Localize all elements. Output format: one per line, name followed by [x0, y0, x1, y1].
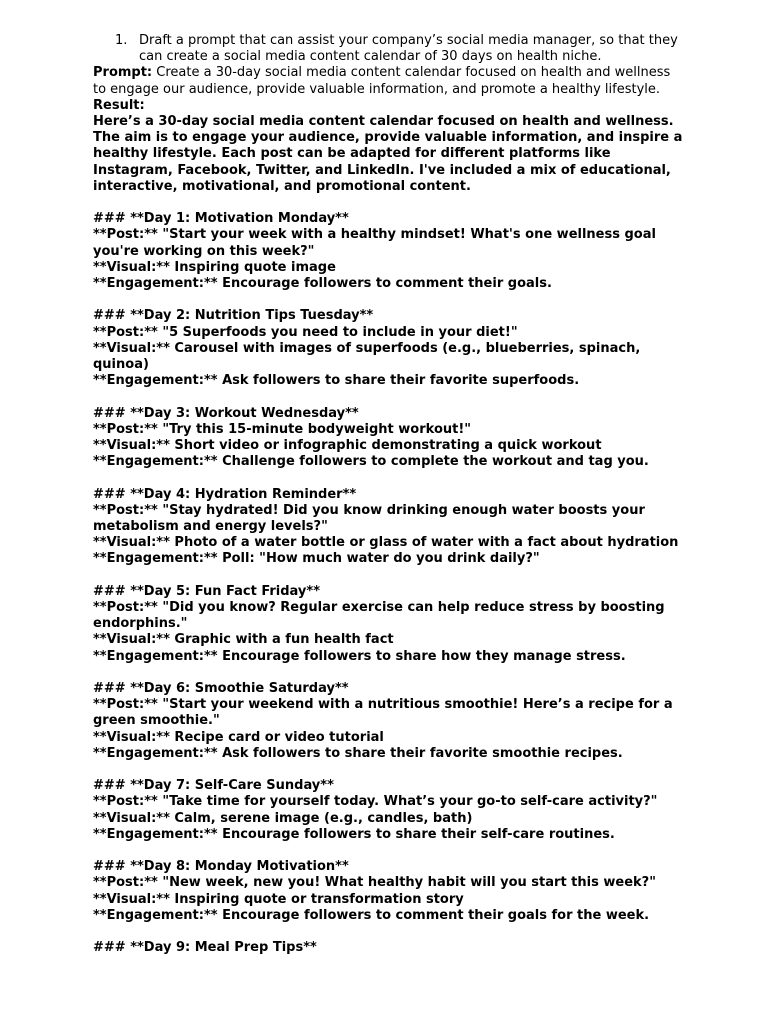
day-engagement: **Engagement:** Encourage followers to share their self-care routines.: [93, 826, 615, 842]
prompt-paragraph: [93, 65, 683, 97]
spacer: [93, 924, 683, 940]
day-engagement: **Engagement:** Encourage followers to share how they manage stress.: [93, 648, 626, 664]
day-post: **Post:** "Did you know? Regular exercise can help reduce stress by boosting endorphins.": [93, 600, 665, 632]
day-heading: ### **Day 5: Fun Fact Friday**: [93, 583, 321, 599]
day-heading-9: ### **Day 9: Meal Prep Tips**: [93, 940, 317, 956]
day-engagement: **Engagement:** Encourage followers to comment their goals for the week.: [93, 907, 650, 923]
spacer: [93, 568, 683, 584]
day-engagement: **Engagement:** Encourage followers to comment their goals.: [93, 276, 552, 292]
task-number: 1.: [115, 33, 128, 48]
day-post: **Post:** "Start your weekend with a nutritious smoothie! Here’s a recipe for a green smoothie.": [93, 697, 673, 729]
day-post: **Post:** "5 Superfoods you need to include in your diet!": [93, 324, 518, 340]
day-visual: **Visual:** Photo of a water bottle or glass of water with a fact about hydration: [93, 535, 679, 551]
day-engagement: **Engagement:** Poll: "How much water do you drink daily?": [93, 551, 540, 567]
day-visual: **Visual:** Calm, serene image (e.g., candles, bath): [93, 810, 473, 826]
spacer: [93, 665, 683, 681]
day-block: [93, 681, 683, 778]
day-visual: **Visual:** Short video or infographic demonstrating a quick workout: [93, 438, 602, 454]
day-post: **Post:** "New week, new you! What healthy habit will you start this week?": [93, 875, 656, 891]
day-post: **Post:** "Stay hydrated! Did you know drinking enough water boosts your metabolism and energy levels?": [93, 502, 645, 535]
result-label: Result:: [93, 97, 145, 113]
day-engagement: **Engagement:** Challenge followers to complete the workout and tag you.: [93, 454, 649, 470]
day-engagement: **Engagement:** Ask followers to share their favorite smoothie recipes.: [93, 745, 623, 761]
spacer: [93, 762, 683, 778]
day-post: **Post:** "Try this 15-minute bodyweight workout!": [93, 421, 472, 437]
day-block: [93, 778, 683, 859]
day-block: [93, 584, 683, 681]
spacer: [93, 195, 683, 211]
day-block: [93, 308, 683, 405]
day-heading: ### **Day 3: Workout Wednesday**: [93, 405, 359, 421]
result-intro: Here’s a 30-day social media content calendar focused on health and wellness. The aim is to engage your audience, provide valuable information, and inspire a healthy lifestyle. Each post can be adapted for different platforms like Instagram, Facebook, Twitter, and LinkedIn. I've included a mix of educational, interactive, motivational, and promotional content.: [93, 114, 683, 194]
day-visual: **Visual:** Recipe card or video tutorial: [93, 729, 384, 745]
prompt-text: Create a 30-day social media content calendar focused on health and wellness to engage our audience, provide valuable information, and promote a healthy lifestyle.: [93, 65, 671, 97]
day-visual: **Visual:** Inspiring quote image: [93, 259, 336, 275]
day-heading: ### **Day 4: Hydration Reminder**: [93, 486, 357, 502]
days-list: [93, 211, 683, 940]
day-post: **Post:** "Start your week with a healthy mindset! What's one wellness goal you're working on this week?": [93, 227, 656, 259]
day-heading: ### **Day 7: Self-Care Sunday**: [93, 778, 334, 794]
spacer: [93, 470, 683, 486]
spacer: [93, 389, 683, 405]
day-block: [93, 406, 683, 487]
day-block: [93, 211, 683, 308]
day-visual: **Visual:** Graphic with a fun health fact: [93, 632, 394, 648]
day-visual: **Visual:** Carousel with images of superfoods (e.g., blueberries, spinach, quinoa): [93, 340, 641, 373]
day-visual: **Visual:** Inspiring quote or transformation story: [93, 891, 464, 907]
task-text: Draft a prompt that can assist your company’s social media manager, so that they can create a social media content calendar of 30 days on health niche.: [139, 33, 678, 65]
document-page: [93, 33, 683, 956]
day-heading: ### **Day 2: Nutrition Tips Tuesday**: [93, 308, 374, 324]
prompt-label: Prompt:: [93, 65, 153, 81]
day-heading: ### **Day 1: Motivation Monday**: [93, 211, 349, 227]
day-heading: ### **Day 8: Monday Motivation**: [93, 859, 349, 875]
spacer: [93, 843, 683, 859]
spacer: [93, 292, 683, 308]
day-block: [93, 487, 683, 584]
task-list-item: [115, 33, 683, 65]
day-engagement: **Engagement:** Ask followers to share their favorite superfoods.: [93, 373, 580, 389]
day-post: **Post:** "Take time for yourself today. What’s your go-to self-care activity?": [93, 794, 658, 810]
day-heading: ### **Day 6: Smoothie Saturday**: [93, 681, 349, 697]
day-block: [93, 859, 683, 940]
